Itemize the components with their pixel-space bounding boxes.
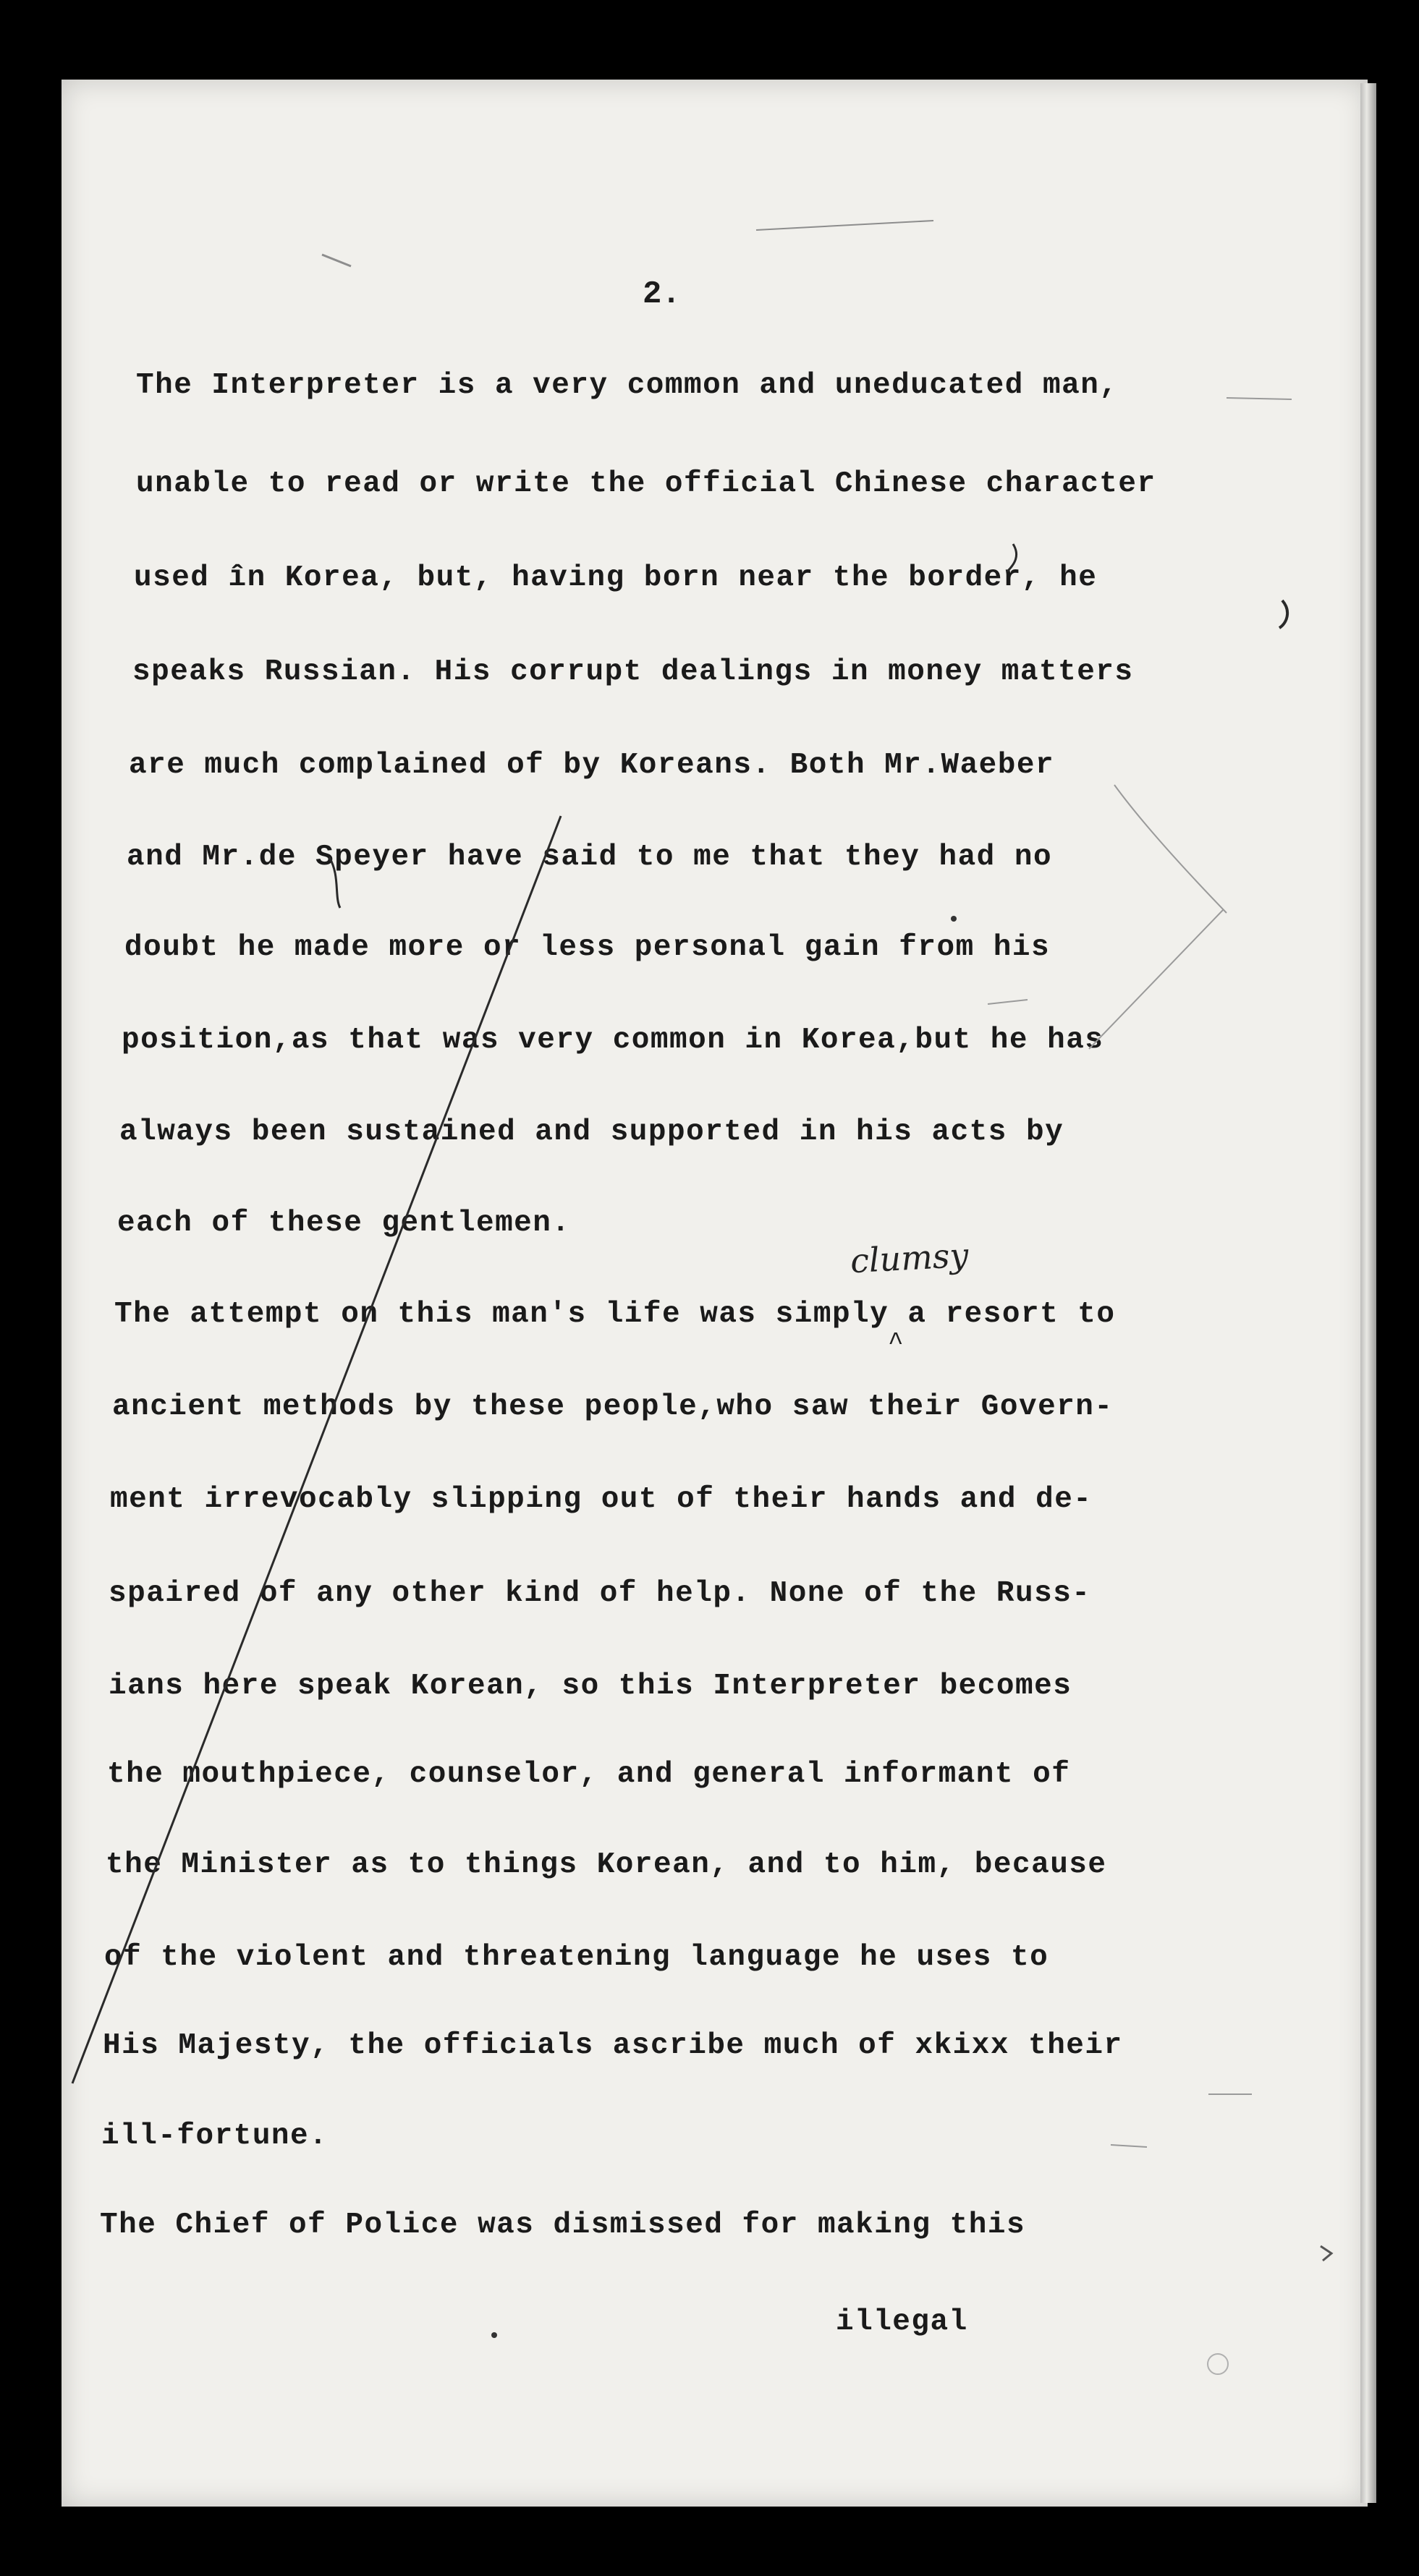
ink-dot: [1208, 2354, 1228, 2374]
text-line-14: spaired of any other kind of help. None of the Russ-: [109, 1577, 1091, 1610]
text-line-8: position,as that was very common in Korea,but he has: [122, 1024, 1104, 1057]
text-line-10: each of these gentlemen.: [117, 1207, 571, 1240]
text-line-19: His Majesty, the officials ascribe much of xkixx their: [103, 2029, 1123, 2062]
catchword: illegal: [836, 2305, 968, 2339]
page-number: 2.: [643, 276, 681, 313]
scratch-mark: [756, 221, 933, 230]
scratch-mark: [322, 255, 351, 266]
text-line-20: ill-fortune.: [101, 2120, 329, 2153]
text-line-18: of the violent and threatening language he uses to: [104, 1941, 1049, 1974]
ink-dot: [951, 916, 957, 922]
text-line-7: doubt he made more or less personal gain from his: [124, 931, 1051, 964]
scratch-mark: [1227, 398, 1292, 399]
text-line-1: The Interpreter is a very common and uneducated man,: [136, 369, 1119, 402]
text-line-11: The attempt on this man's life was simply a resort to: [114, 1298, 1116, 1331]
pen-tick: [329, 857, 340, 908]
text-line-9: always been sustained and supported in his acts by: [119, 1115, 1064, 1149]
scratch-mark: [1321, 2246, 1331, 2261]
text-line-2: unable to read or write the official Chinese character: [136, 467, 1156, 501]
margin-tick: [1279, 600, 1287, 628]
insertion-caret: ^: [888, 1328, 904, 1358]
ink-dot: [491, 2332, 497, 2338]
text-line-6: and Mr.de Speyer have said to me that they had no: [127, 841, 1053, 874]
text-line-17: the Minister as to things Korean, and to him, because: [106, 1848, 1107, 1882]
scratch-mark: [988, 1000, 1028, 1004]
text-line-15: ians here speak Korean, so this Interpreter becomes: [109, 1670, 1072, 1703]
margin-stroke: [1089, 910, 1223, 1049]
text-line-12: ancient methods by these people,who saw their Govern-: [112, 1390, 1114, 1424]
text-line-5: are much complained of by Koreans. Both Mr.Waeber: [129, 749, 1055, 782]
scratch-mark: [1111, 2145, 1147, 2147]
text-line-4: speaks Russian. His corrupt dealings in money matters: [132, 655, 1134, 689]
margin-stroke: [1114, 785, 1227, 913]
text-line-21: The Chief of Police was dismissed for making this: [100, 2209, 1026, 2242]
pen-tick: [1007, 544, 1017, 571]
diagonal-strike-line: [72, 816, 561, 2083]
text-line-13: ment irrevocably slipping out of their hands and de-: [110, 1483, 1093, 1516]
text-line-3: used în Korea, but, having born near the border, he: [134, 561, 1098, 595]
text-line-16: the mouthpiece, counselor, and general informant of: [107, 1758, 1071, 1791]
handwritten-insert: clumsy: [849, 1235, 970, 1281]
